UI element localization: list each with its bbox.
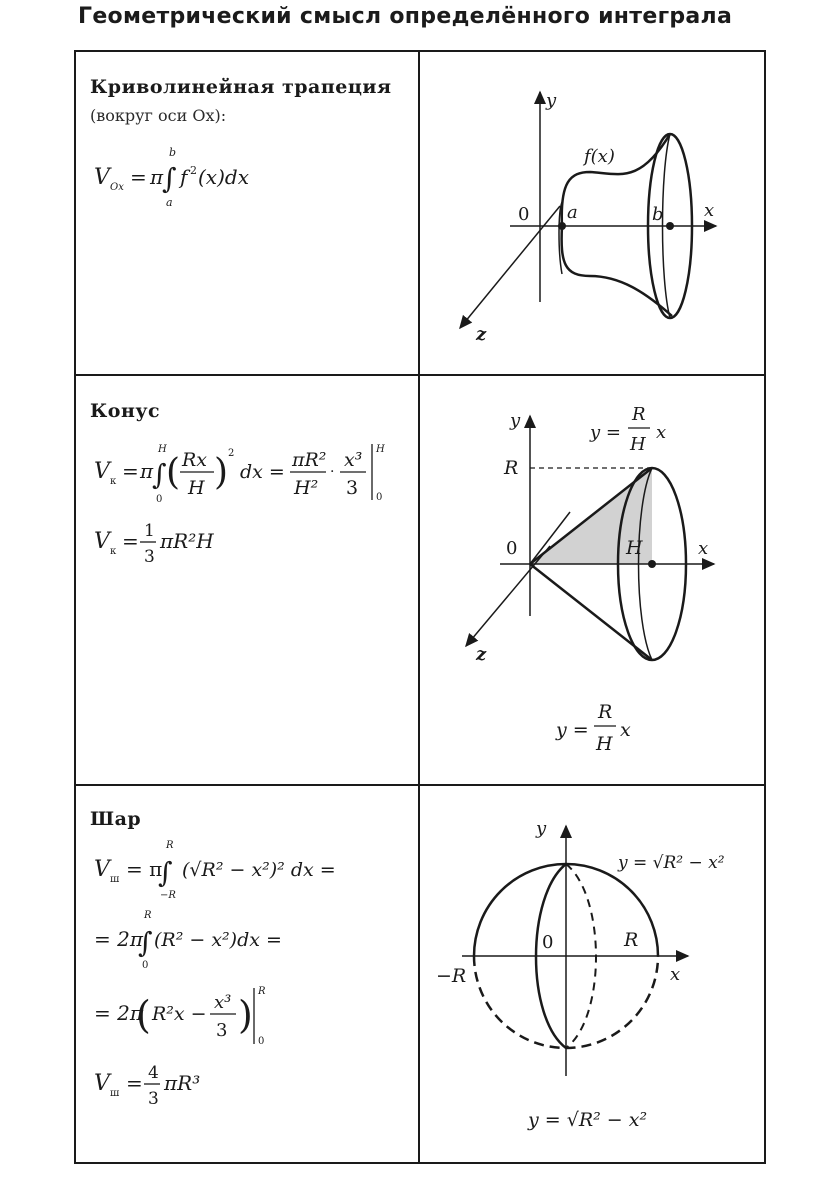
label-origin: 0: [506, 538, 518, 559]
label-r: R: [624, 929, 639, 951]
frac2-denominator: H²: [294, 477, 319, 499]
svg-text:·: ·: [330, 464, 335, 480]
formula-v: V: [94, 165, 110, 190]
frac2-numerator: πR²: [292, 449, 327, 471]
svg-text:3: 3: [216, 1020, 228, 1041]
curve-label: y = √R² − x²: [618, 853, 725, 873]
svg-text:R: R: [144, 910, 152, 921]
row2-figure: [420, 376, 764, 782]
label-r: R: [504, 457, 519, 479]
frac-denominator: H: [188, 477, 205, 499]
formula-v: V: [94, 1071, 110, 1096]
label-origin: 0: [542, 932, 554, 953]
svg-text:3: 3: [148, 1089, 159, 1109]
svg-text:=: =: [122, 529, 139, 553]
label-x: x: [704, 200, 715, 221]
svg-text:(R² − x²)dx =: (R² − x²)dx =: [154, 929, 282, 951]
label-y: y: [536, 818, 547, 839]
svg-text:0: 0: [258, 1036, 265, 1047]
integral-lower: 0: [156, 494, 163, 505]
caption: y = √R² − x²: [528, 1109, 648, 1131]
integral-sign: ∫: [152, 458, 167, 491]
frac-numerator: 1: [144, 521, 155, 541]
svg-text:x: x: [656, 422, 667, 443]
page-title: Геометрический смысл определённого интеграла: [78, 4, 733, 29]
formula-v: V: [94, 857, 110, 882]
frac-numerator: Rx: [182, 449, 208, 471]
integrand: f: [180, 165, 188, 189]
svg-text:2: 2: [228, 448, 235, 459]
row2-formula: [90, 438, 410, 568]
line-equation-label: y =: [590, 422, 621, 443]
point-h: [648, 560, 656, 568]
row1-formula: [90, 140, 310, 220]
label-a: a: [567, 202, 578, 223]
svg-text:R²x −: R²x −: [152, 1003, 207, 1025]
label-z: z: [476, 644, 487, 665]
label-z: z: [476, 324, 487, 345]
svg-text:R: R: [598, 701, 613, 723]
svg-text:0: 0: [142, 960, 149, 971]
svg-text:(: (: [166, 452, 181, 493]
row3-figure: [420, 786, 764, 1162]
formula-v: V: [94, 459, 110, 484]
row3-heading: Шар: [90, 808, 142, 830]
svg-text:=: =: [130, 165, 147, 189]
integral-upper: b: [169, 146, 177, 159]
svg-text:): ): [214, 452, 229, 493]
integral-lower: a: [166, 196, 173, 209]
svg-text:(√R² − x²)² dx =: (√R² − x²)² dx =: [182, 859, 336, 881]
formula-v-sub: Ox: [110, 182, 124, 193]
z-axis: [466, 546, 550, 646]
svg-text:x³: x³: [214, 992, 232, 1013]
integral-sign: ∫: [162, 162, 177, 195]
label-h: H: [626, 537, 643, 559]
svg-text:=: =: [126, 1071, 143, 1095]
point-b: [666, 222, 674, 230]
sphere-volume: πR³: [164, 1071, 201, 1095]
row1-figure: [420, 52, 764, 374]
svg-text:R: R: [258, 986, 266, 997]
formula-pi: π: [140, 459, 154, 483]
integrand-arg: (x)dx: [198, 165, 249, 189]
frac3-denominator: 3: [346, 477, 359, 499]
svg-text:R: R: [632, 404, 646, 425]
label-curve: f(x): [584, 146, 615, 167]
integral-upper: H: [158, 444, 167, 455]
svg-text:H: H: [630, 434, 646, 455]
integral-sign: ∫: [138, 926, 153, 959]
z-axis: [460, 206, 560, 328]
label-x: x: [670, 964, 681, 985]
cone-volume: πR²H: [160, 529, 214, 553]
eval-lower: 0: [376, 492, 383, 503]
formula-v-sub: к: [110, 546, 117, 557]
label-y: y: [546, 90, 557, 111]
label-y: y: [510, 410, 521, 431]
svg-text:4: 4: [148, 1063, 159, 1083]
caption: y =: [556, 719, 589, 741]
label-origin: 0: [518, 204, 530, 225]
formula-pi: π: [150, 165, 164, 189]
label-neg-r: −R: [436, 965, 467, 987]
curve-lower: [562, 226, 672, 316]
row2-heading: Конус: [90, 400, 161, 422]
row1-heading: Криволинейная трапеция: [90, 76, 392, 98]
integrand-power: 2: [190, 164, 197, 177]
point-a: [558, 222, 566, 230]
row1-subheading: (вокруг оси Ox):: [90, 106, 227, 125]
integral-sign: ∫: [158, 856, 173, 889]
svg-text:(: (: [136, 993, 151, 1037]
svg-text:): ): [238, 993, 253, 1037]
label-x: x: [698, 538, 709, 559]
svg-text:−R: −R: [160, 890, 176, 901]
dx: dx =: [240, 461, 285, 483]
svg-text:= 2π: = 2π: [94, 1001, 143, 1025]
frac3-numerator: x³: [344, 449, 363, 471]
row3-formula: [90, 832, 410, 1122]
svg-text:H: H: [596, 733, 613, 755]
formula-v-sub: ш: [110, 1088, 120, 1099]
eval-upper: H: [376, 444, 385, 455]
svg-text:=: =: [122, 459, 139, 483]
svg-text:R: R: [166, 840, 174, 851]
formula-v-sub: к: [110, 476, 117, 487]
svg-text:x: x: [620, 719, 631, 741]
formula-v-sub: ш: [110, 874, 120, 885]
formula-v: V: [94, 529, 110, 554]
svg-text:= 2π: = 2π: [94, 927, 143, 951]
frac-denominator: 3: [144, 547, 155, 567]
svg-text:= π: = π: [126, 857, 163, 881]
label-b: b: [652, 204, 664, 225]
